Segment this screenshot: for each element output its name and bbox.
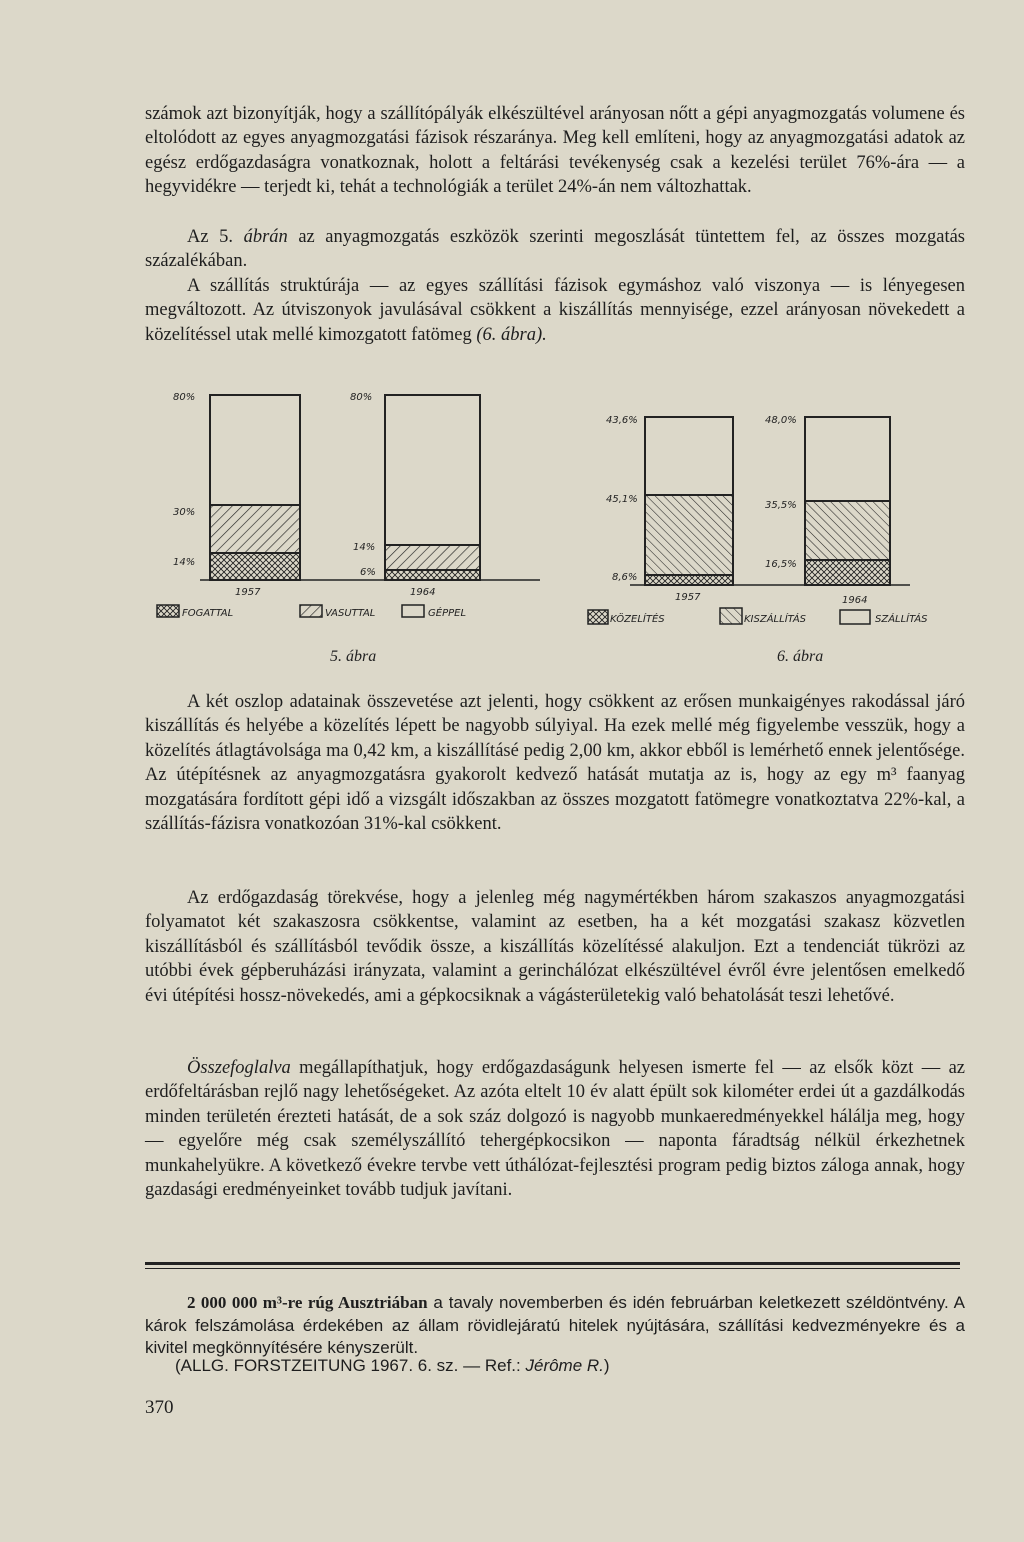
news-note <box>145 1292 965 1360</box>
fig5-1957-low-label: 14% <box>173 557 196 568</box>
fig5-1957-year: 1957 <box>235 587 261 598</box>
note-source-author: Jérôme R. <box>525 1356 604 1375</box>
note-text: a tavaly novemberben és idén februárban keletkezett széldöntvény. A károk felszámolása érdekében az állam rövidlejáratú hitelek nyújtására, szállítási kedvezményekre és a kivitel megkönnyítésére kényszerült. <box>145 1293 965 1357</box>
fig6-1957-year: 1957 <box>675 592 701 603</box>
paragraph-4: A két oszlop adatainak összevetése azt jelenti, hogy csökkent az erősen munkaigényes rakodással járó kiszállítás és helyébe a közelítés lépett be nagyobb súlyiyal. Ha ezek mellé még figyelembe vesszük, hogy a közelítés átlagtávolsága ma 0,42 km, a kiszállításé pedig 2,00 km, akkor ebből is lemérhető ennek jelentősége. Az útépítésnek az anyagmozgatásra gyakorolt kedvező hatását mutatja az is, hogy az egy m³ faanyag mozgatására fordított gépi idő a vizsgált időszakban az összes mozgatott fatömegre vonatkoztatva 22%-kal, a szállítás-fázisra vonatkozóan 31%-kal csökkent. <box>145 692 965 835</box>
fig5-legend-vasuttal: VASUTTAL <box>325 608 376 619</box>
fig5-1957-top-label: 80% <box>173 392 196 403</box>
fig6-legend-kozelites: KÖZELÍTÉS <box>610 614 665 625</box>
separator-rule-thick <box>145 1262 960 1265</box>
fig6-legend-szallitas: SZÁLLÍTÁS <box>875 614 928 625</box>
note-source-a: (ALLG. FORSTZEITUNG 1967. 6. sz. — Ref.: <box>175 1356 526 1375</box>
fig6-bar-1964 <box>805 417 890 585</box>
paragraph-2 <box>145 225 965 274</box>
note-source-c: ) <box>603 1356 610 1375</box>
p3-text-a: A szállítás struktúrája — az egyes szállítási fázisok egymáshoz való viszonya — is lényegesen megváltozott. Az útviszonyok javulásával csökkent a kiszállítás mennyisége, ezzel arányosan növekedett a közelítéssel utak mellé kimozgatott fatömeg <box>145 276 965 345</box>
note-bold: 2 000 000 m³-re rúg Ausztriában <box>187 1293 428 1312</box>
fig5-legend-fogattal: FOGATTAL <box>182 608 234 619</box>
fig6-bar-1957 <box>645 417 733 585</box>
fig5-caption: 5. ábra <box>330 648 377 665</box>
p6-text-b: megállapíthatjuk, hogy erdőgazdaságunk helyesen ismerte fel — az elsők közt — az erdőfeltárásban rejlő nagy lehetőségeket. Az azóta eltelt 10 év alatt épült sok kilométer erdei út a gazdálkodás minden területén érezteti hatását, de a sok száz dolgozó is nagyobb munkaeredményekkel hálálja meg, hogy — egyelőre még csak személyszállító tehergépkocsikon — naponta fáradtság nélkül érkezhetnek munkahelyükre. A következő évekre tervbe vett úthálózat-fejlesztési program pedig biztos zálogа annak, hogy gazdasági eredményeinket tovább tudjuk javítani. <box>145 1058 965 1201</box>
page-number: 370 <box>145 1397 174 1418</box>
figures-5-6 <box>140 380 970 665</box>
fig5-bar-1957 <box>210 395 300 580</box>
fig5-1964-mid-label: 14% <box>353 542 376 553</box>
fig5-1964-low-label: 6% <box>360 567 376 578</box>
separator-rule-thin <box>145 1268 960 1269</box>
fig6-caption: 6. ábra <box>777 648 824 665</box>
paragraph-3 <box>145 274 965 347</box>
fig6-1964-top-label: 48,0% <box>765 415 797 426</box>
p3-text-italic: (6. ábra). <box>476 324 547 345</box>
paragraph-6 <box>145 1056 965 1202</box>
note-source <box>175 1355 875 1378</box>
p2-text-italic: ábrán <box>243 227 288 247</box>
fig5-bar-1964 <box>385 395 480 580</box>
fig6-1964-year: 1964 <box>842 595 868 606</box>
fig5-1964-year: 1964 <box>410 587 436 598</box>
fig5-legend-geppel: GÉPPEL <box>428 608 467 619</box>
fig6-1964-mid-label: 35,5% <box>765 500 797 511</box>
p2-text-a: Az 5. <box>187 227 244 247</box>
p2-text-c: az anyagmozgatás eszközök szerinti megoszlását tüntettem fel, az összes mozgatás százalékában. <box>145 227 965 272</box>
p6-text-italic: Összefoglalva <box>187 1058 291 1078</box>
fig5-1964-top-label: 80% <box>350 392 373 403</box>
fig6-1957-mid-label: 45,1% <box>606 494 638 505</box>
fig6-1957-low-label: 8,6% <box>612 572 638 583</box>
paragraph-5: Az erdőgazdaság törekvése, hogy a jelenleg még nagymértékben három szakaszos anyagmozgatási folyamatot két szakaszosra csökkentse, valamint az esetben, ha a két mozgatási szakasz közvetlen kiszállításból és szállításból tevődik össze, a kiszállítás közelítéssé alakuljon. Ezt a tendenciát tükrözi az utóbbi évek gépberuházási irányzata, valamint a gerinchálózat elkészültével évről évre jelentősen emelkedő évi útépítési hossz-növekedés, ami a gépkocsiknak a vágásterületekig való behatolását teszi lehetővé. <box>145 888 965 1006</box>
fig6-1957-top-label: 43,6% <box>606 415 638 426</box>
fig6-legend-kiszallitas: KISZÁLLÍTÁS <box>744 614 807 625</box>
fig5-1957-mid-label: 30% <box>173 507 196 518</box>
fig6-1964-low-label: 16,5% <box>765 559 797 570</box>
paragraph-1: számok azt bizonyítják, hogy a szállítópályák elkészültével arányosan nőtt a gépi anyagmozgatás volumene és eltolódott az egyes anyagmozgatási fázisok részaránya. Meg kell említeni, hogy az anyagmozgatási adatok az egész erdőgazdaságra vonatkoznak, holott a feltárási tevékenység csak a kezelési terület 76%-ára — a hegyvidékre — terjedt ki, tehát a technológiák a terület 24%-án nem változhattak. <box>145 104 965 198</box>
